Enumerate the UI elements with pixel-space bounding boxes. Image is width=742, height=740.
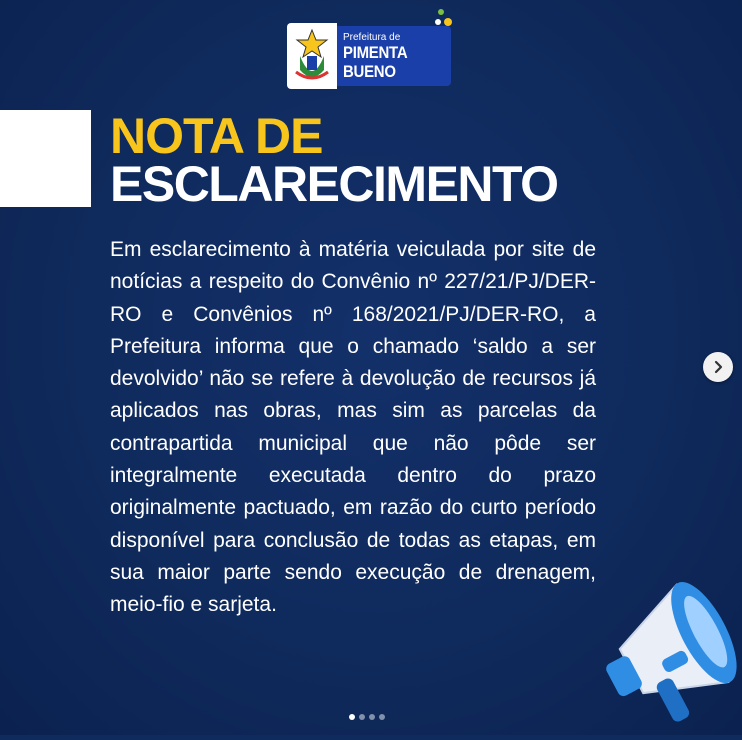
carousel-dot[interactable]: [379, 714, 385, 720]
logo-subtitle: Prefeitura de: [343, 31, 401, 43]
title-line-2: ESCLARECIMENTO: [110, 156, 558, 212]
megaphone-illustration: [588, 552, 742, 735]
title-line-1: NOTA DE: [110, 108, 323, 164]
carousel-next-button[interactable]: [703, 352, 733, 382]
logo-city-name: PIMENTA BUENO: [343, 42, 407, 81]
coat-of-arms-icon: [287, 23, 337, 89]
carousel-indicator: [349, 714, 385, 720]
chevron-right-icon: [711, 360, 725, 374]
carousel-dot[interactable]: [359, 714, 365, 720]
carousel-dot-active[interactable]: [349, 714, 355, 720]
decorative-white-block: [0, 110, 91, 207]
clarification-body-text: Em esclarecimento à matéria veiculada por site de notícias a respeito do Convênio nº 227/21/PJ/DER-RO e Convênios nº 168/2021/PJ/DER-RO, a Prefeitura informa que o chamado ‘saldo a ser devolvido’ não se refere à devolução de recursos já aplicados nas obras, mas sim as parcelas da contrapartida municipal que não pôde ser integralmente executada dentro do prazo originalmente pactuado, em razão do curto período disponível para conclusão de todas as etapas, em sua maior parte sendo execução de drenagem, meio-fio e sarjeta.: [110, 238, 596, 617]
carousel-dot[interactable]: [369, 714, 375, 720]
city-hall-logo: [287, 22, 451, 90]
